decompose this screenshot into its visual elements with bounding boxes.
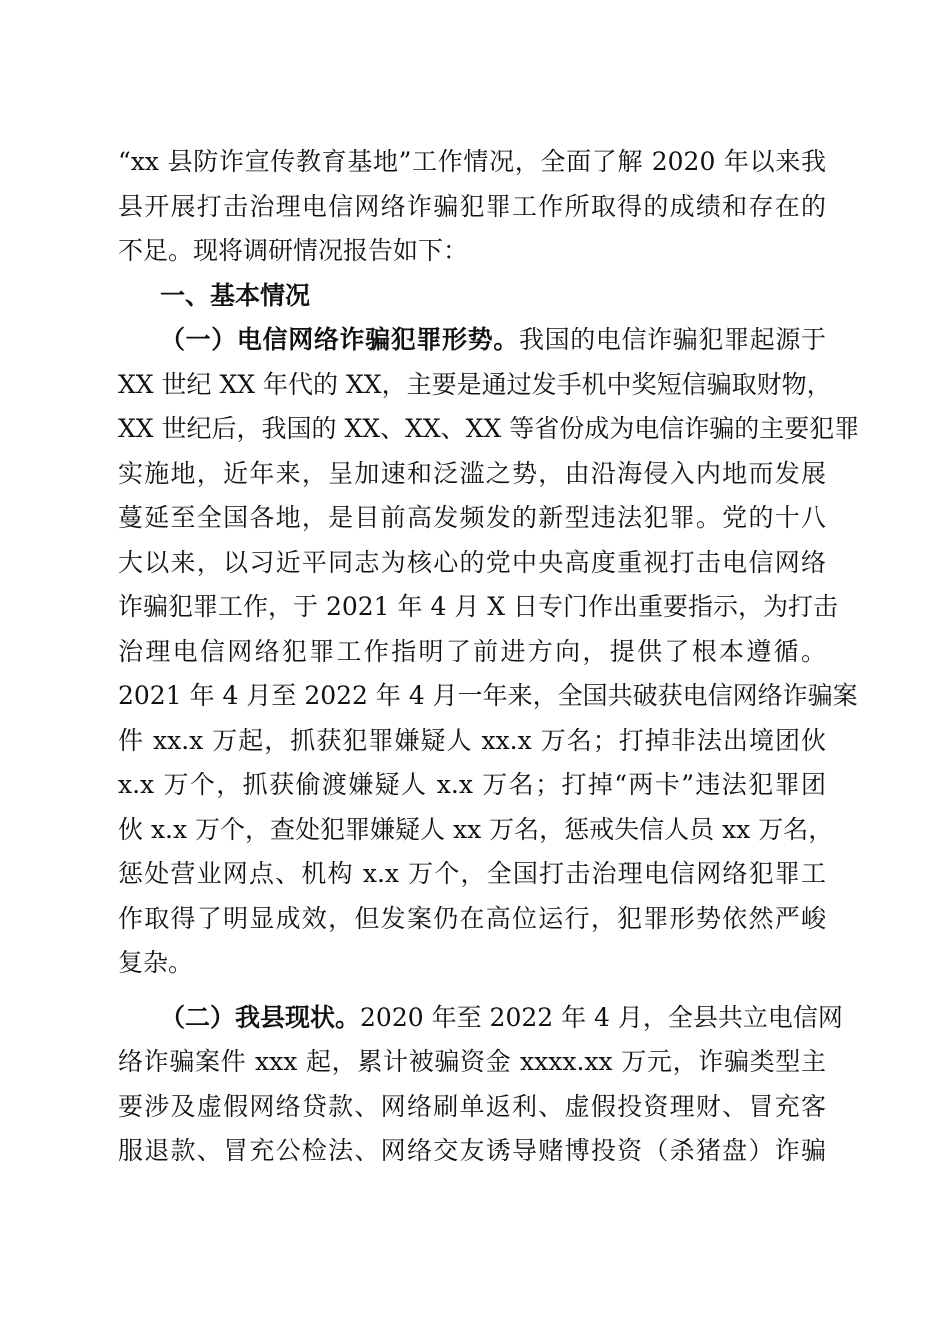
text-line: 不足。现将调研情况报告如下： — [118, 236, 469, 265]
subsection-heading: （一）电信网络诈骗犯罪形势。 — [160, 325, 519, 354]
text-line: 县开展打击治理电信网络诈骗犯罪工作所取得的成绩和存在的 — [118, 191, 826, 221]
text-line: 诈骗犯罪工作，于 2021 年 4 月 X 日专门作出重要指示，为打击 — [118, 592, 839, 621]
section-heading: 一、基本情况 — [160, 280, 311, 310]
text-line: 要涉及虚假网络贷款、网络刷单返利、虚假投资理财、冒充客 — [118, 1091, 826, 1121]
document-page — [118, 140, 860, 1174]
text-line: 服退款、冒充公检法、网络交友诱导赌博投资（杀猪盘）诈骗 — [118, 1136, 826, 1165]
text-line: XX 世纪后，我国的 XX、XX、XX 等省份成为电信诈骗的主要犯罪 — [118, 414, 860, 443]
text-line: 复杂。 — [118, 948, 194, 977]
text-line — [118, 318, 826, 363]
text-line: x.x 万个，抓获偷渡嫌疑人 x.x 万名；打掉“两卡”违法犯罪团 — [118, 770, 826, 799]
text-line: 络诈骗案件 xxx 起，累计被骗资金 xxxx.xx 万元，诈骗类型主 — [118, 1047, 826, 1076]
paragraph-county-status — [118, 996, 843, 1174]
text-run: 2020 年至 2022 年 4 月，全县共立电信网 — [360, 1002, 843, 1032]
text-run: 我国的电信诈骗犯罪起源于 — [518, 325, 826, 354]
text-line: 实施地，近年来，呈加速和泛滥之势，由沿海侵入内地而发展 — [118, 458, 826, 488]
text-line: “xx 县防诈宣传教育基地”工作情况，全面了解 2020 年以来我 — [118, 147, 826, 176]
paragraph-situation — [118, 318, 860, 986]
text-line: 蔓延至全国各地，是目前高发频发的新型违法犯罪。党的十八 — [118, 503, 826, 532]
subsection-heading: （二）我县现状。 — [160, 1002, 361, 1032]
text-line: 件 xx.x 万起，抓获犯罪嫌疑人 xx.x 万名；打掉非法出境团伙 — [118, 725, 826, 755]
intro-paragraph — [118, 140, 826, 274]
text-line — [118, 996, 843, 1041]
text-line: 惩处营业网点、机构 x.x 万个，全国打击治理电信网络犯罪工 — [118, 859, 826, 888]
text-line: 大以来，以习近平同志为核心的党中央高度重视打击电信网络 — [118, 547, 826, 577]
text-line: 治理电信网络犯罪工作指明了前进方向，提供了根本遵循。 — [118, 636, 826, 666]
text-line: 作取得了明显成效，但发案仍在高位运行，犯罪形势依然严峻 — [118, 903, 826, 933]
text-line: XX 世纪 XX 年代的 XX，主要是通过发手机中奖短信骗取财物， — [118, 369, 832, 399]
text-line: 2021 年 4 月至 2022 年 4 月一年来，全国共破获电信网络诈骗案 — [118, 681, 858, 710]
text-line: 伙 x.x 万个，查处犯罪嫌疑人 xx 万名，惩戒失信人员 xx 万名， — [118, 814, 834, 844]
paragraph-gap — [118, 986, 826, 996]
